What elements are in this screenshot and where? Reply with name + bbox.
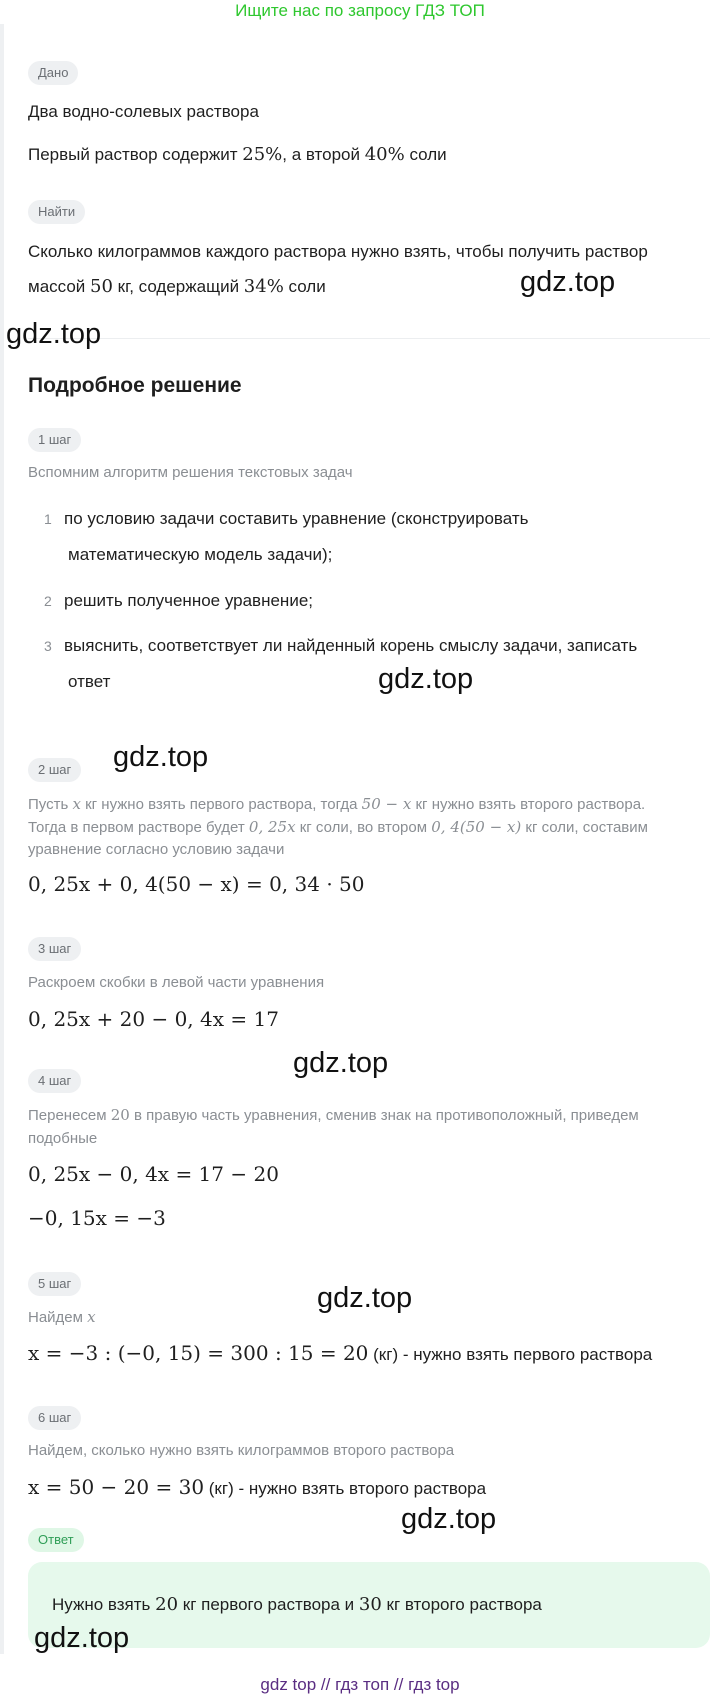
step-5-badge: 5 шаг [28,1272,81,1296]
answer-box [28,1562,710,1648]
step-2-line-3: уравнение согласно условию задачи [28,841,285,858]
step-2-line-2: Тогда в первом растворе будет 0, 25x кг соли, во втором 0, 4(50 − x) кг соли, составим [28,818,648,836]
watermark: gdz.top [378,663,474,695]
step-6-equation: x = 50 − 20 = 30 (кг) - нужно взять второго раствора [28,1475,487,1499]
step-2-equation: 0, 25x + 0, 4(50 − x) = 0, 34 · 50 [28,872,365,896]
left-border [0,24,4,1654]
list-item-3-line-1: выяснить, соответствует ли найденный корень смыслу задачи, записать [64,636,638,655]
solution-title: Подробное решение [28,374,242,397]
answer-badge: Ответ [28,1528,84,1552]
footer-links[interactable]: gdz top // гдз топ // гдз top [260,1675,460,1694]
find-line-1: Сколько килограммов каждого раствора нужно взять, чтобы получить раствор [28,242,648,261]
answer-text: Нужно взять 20 кг первого раствора и 30 кг второго раствора [52,1594,542,1615]
step-4-equation-1: 0, 25x − 0, 4x = 17 − 20 [28,1162,279,1186]
step-3-text: Раскроем скобки в левой части уравнения [28,974,325,991]
step-2-line-1: Пусть x кг нужно взять первого раствора, тогда 50 − x кг нужно взять второго раствора. [28,795,646,813]
watermark: gdz.top [113,741,209,773]
find-line-2: массой 50 кг, содержащий 34% соли [28,276,326,297]
step-3-badge: 3 шаг [28,937,81,961]
given-line-1: Два водно-солевых раствора [28,102,259,121]
step-4-equation-2: −0, 15x = −3 [28,1206,166,1230]
step-1-badge: 1 шаг [28,428,81,452]
step-2-badge: 2 шаг [28,758,81,782]
watermark: gdz.top [401,1503,497,1535]
watermark: gdz.top [317,1282,413,1314]
step-3-equation: 0, 25x + 20 − 0, 4x = 17 [28,1007,279,1031]
given-line-2: Первый раствор содержит 25%, а второй 40% соли [28,144,447,165]
list-item-2-line-1: решить полученное уравнение; [64,591,313,610]
list-item-3-line-2: ответ [68,672,111,691]
search-banner[interactable]: Ищите нас по запросу ГДЗ ТОП [235,1,485,20]
step-1-intro: Вспомним алгоритм решения текстовых задач [28,464,353,481]
given-badge: Дано [28,61,78,85]
step-5-text: Найдем x [28,1308,96,1326]
step-4-line-1: Перенесем 20 в правую часть уравнения, сменив знак на противоположный, приведем [28,1106,639,1124]
watermark: gdz.top [293,1047,389,1079]
section-divider [28,338,710,339]
list-number: 2 [44,593,52,609]
list-item-1-line-2: математическую модель задачи); [68,545,333,564]
step-4-line-2: подобные [28,1130,98,1147]
watermark: gdz.top [6,318,102,350]
find-badge: Найти [28,200,85,224]
list-item-1-line-1: по условию задачи составить уравнение (сконструировать [64,509,529,528]
step-6-badge: 6 шаг [28,1406,81,1430]
list-number: 3 [44,638,52,654]
step-4-badge: 4 шаг [28,1069,81,1093]
watermark: gdz.top [520,266,616,298]
watermark: gdz.top [34,1622,130,1654]
list-number: 1 [44,511,52,527]
step-5-equation: x = −3 : (−0, 15) = 300 : 15 = 20 (кг) - нужно взять первого раствора [28,1341,653,1365]
step-6-text: Найдем, сколько нужно взять килограммов второго раствора [28,1442,455,1459]
